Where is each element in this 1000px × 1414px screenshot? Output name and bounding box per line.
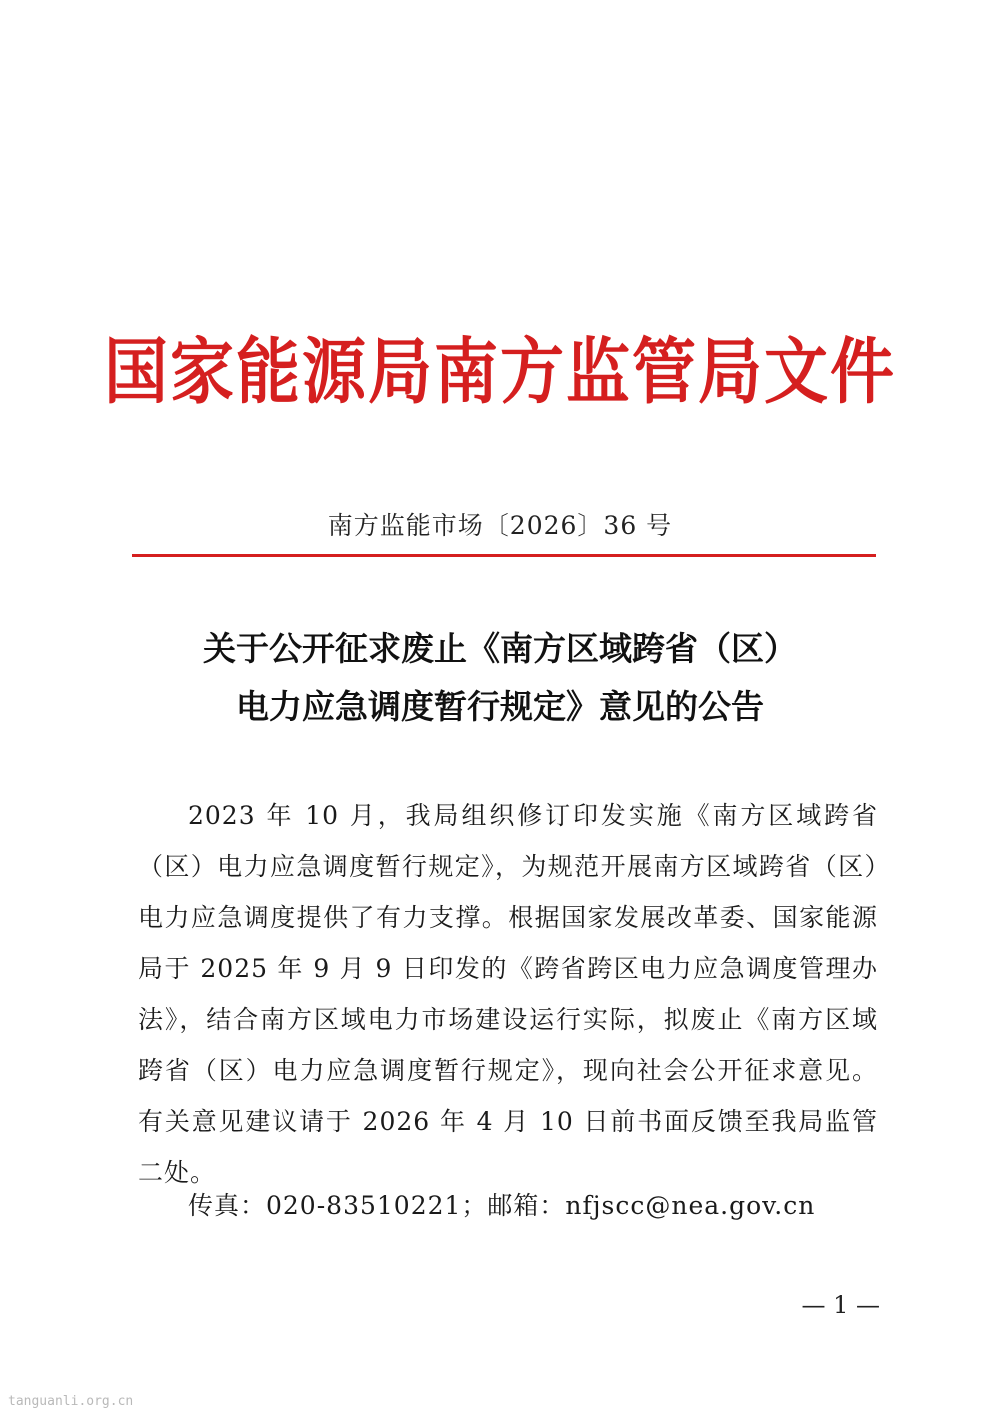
- body-paragraph: 2023 年 10 月，我局组织修订印发实施《南方区域跨省（区）电力应急调度暂行规定》，为规范开展南方区域跨省（区）电力应急调度提供了有力支撑。根据国家发展改革委、国家能源局于 2025 年 9 月 9 日印发的《跨省跨区电力应急调度管理办法》，结合南方区域电力市场建设运行实际，拟废止《南方区域跨省（区）电力应急调度暂行规定》，现向社会公开征求意见。有关意见建议请于 2026 年 4 月 10 日前书面反馈至我局监管二处。: [138, 801, 878, 1187]
- document-number: 南方监能市场〔2026〕36 号: [327, 511, 673, 540]
- document-header-title: 国家能源局南方监管局文件: [104, 330, 896, 415]
- notice-title: [130, 620, 870, 736]
- contact-info: 传真：020-83510221；邮箱：nfjscc@nea.gov.cn: [188, 1191, 816, 1220]
- red-separator-line: [132, 554, 876, 557]
- notice-title-line-2: 电力应急调度暂行规定》意见的公告: [236, 687, 764, 726]
- page-number: — 1 —: [801, 1291, 880, 1319]
- site-watermark: tanguanli.org.cn: [8, 1394, 134, 1409]
- notice-title-line-1: 关于公开征求废止《南方区域跨省（区）: [203, 629, 797, 668]
